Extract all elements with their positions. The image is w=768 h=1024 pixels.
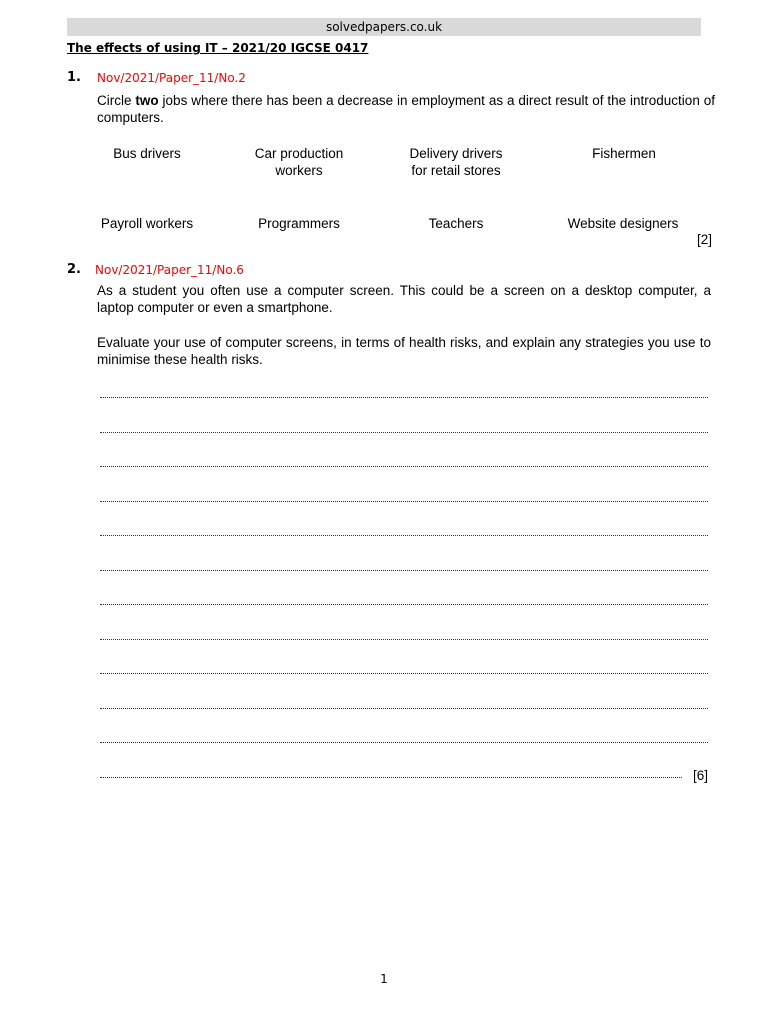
answer-line[interactable] bbox=[100, 673, 708, 674]
answer-line[interactable] bbox=[100, 397, 708, 398]
answer-line[interactable] bbox=[100, 501, 708, 502]
site-header-bar bbox=[67, 18, 701, 36]
job-option[interactable] bbox=[214, 215, 384, 232]
site-name: solvedpapers.co.uk bbox=[325, 20, 443, 34]
answer-line[interactable] bbox=[100, 777, 682, 778]
job-option-label: Fishermen bbox=[592, 146, 656, 161]
job-option-label: Car production workers bbox=[254, 146, 344, 178]
question-1-reference: Nov/2021/Paper_11/No.2 bbox=[97, 71, 246, 85]
job-option[interactable] bbox=[214, 145, 384, 179]
answer-line[interactable] bbox=[100, 432, 708, 433]
job-option-label: Programmers bbox=[258, 216, 340, 231]
job-option[interactable] bbox=[371, 145, 541, 179]
question-1-text bbox=[97, 92, 715, 126]
job-option-label: Bus drivers bbox=[113, 146, 181, 161]
question-2-marks: [6] bbox=[693, 768, 709, 783]
answer-line[interactable] bbox=[100, 708, 708, 709]
job-option-label: Website designers bbox=[567, 216, 679, 231]
job-option[interactable] bbox=[62, 145, 232, 162]
question-1-text-start: Circle bbox=[97, 93, 136, 108]
answer-line[interactable] bbox=[100, 604, 708, 605]
question-1-marks: [2] bbox=[697, 232, 713, 247]
job-option-label: Delivery drivers for retail stores bbox=[409, 146, 503, 178]
document-title: The effects of using IT – 2021/20 IGCSE 0417 bbox=[67, 41, 369, 55]
job-option[interactable] bbox=[539, 145, 709, 162]
job-option[interactable] bbox=[371, 215, 541, 232]
job-option-label: Payroll workers bbox=[100, 216, 194, 231]
question-2-number: 2. bbox=[67, 262, 81, 277]
question-1-text-end: jobs where there has been a decrease in employment as a direct result of the introduction of computers. bbox=[97, 93, 715, 125]
page-number: 1 bbox=[380, 972, 388, 986]
answer-line[interactable] bbox=[100, 742, 708, 743]
job-option[interactable] bbox=[538, 215, 708, 232]
answer-line[interactable] bbox=[100, 639, 708, 640]
job-option[interactable] bbox=[62, 215, 232, 232]
question-1-number: 1. bbox=[67, 70, 81, 85]
question-2-paragraph-2: Evaluate your use of computer screens, in terms of health risks, and explain any strategies you use to minimise these health risks. bbox=[97, 335, 711, 367]
answer-line[interactable] bbox=[100, 466, 708, 467]
answer-line[interactable] bbox=[100, 570, 708, 571]
question-2-paragraph-1: As a student you often use a computer screen. This could be a screen on a desktop computer, a laptop computer or even a smartphone. bbox=[97, 283, 711, 315]
question-1-text-emphasis: two bbox=[135, 93, 159, 108]
answer-line[interactable] bbox=[100, 535, 708, 536]
job-option-label: Teachers bbox=[428, 216, 484, 231]
question-2-reference: Nov/2021/Paper_11/No.6 bbox=[95, 263, 244, 277]
